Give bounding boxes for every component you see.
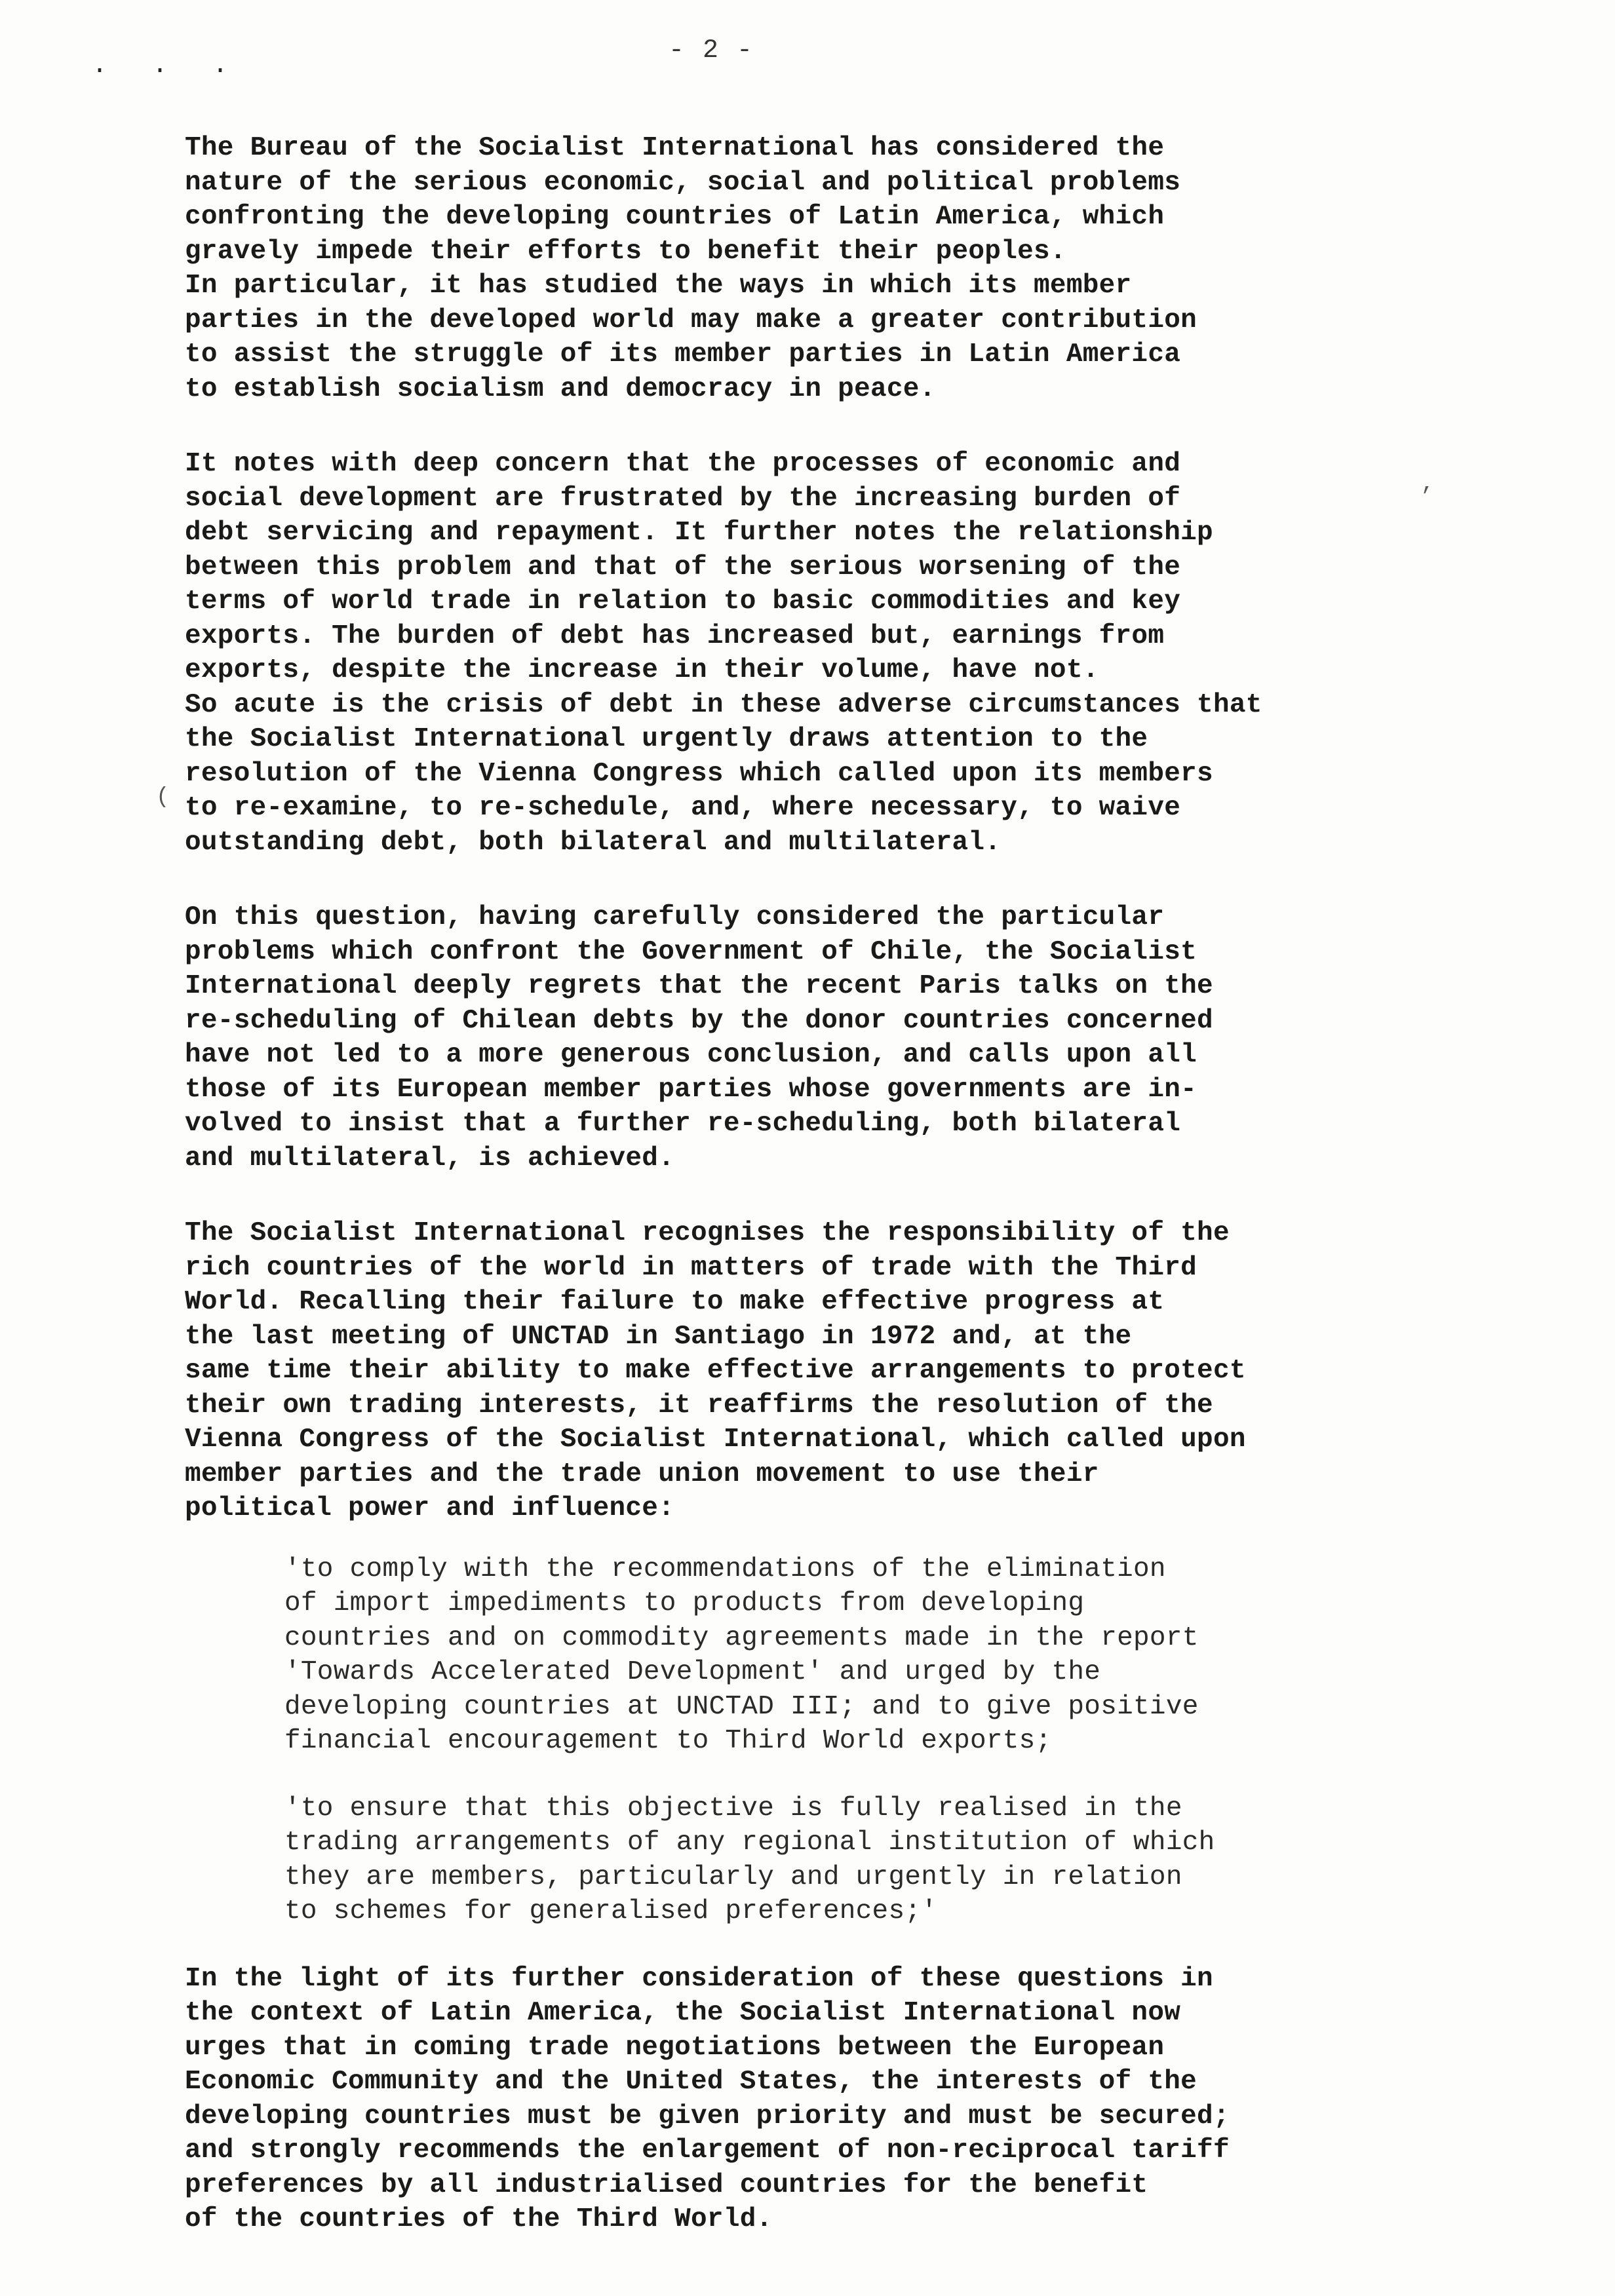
text-line: re-scheduling of Chilean debts by the donor countries concerned [185, 1005, 1213, 1036]
text-line: of the countries of the Third World. [185, 2204, 773, 2234]
text-line: volved to insist that a further re-scheduling, both bilateral [185, 1109, 1181, 1139]
text-line: exports, despite the increase in their volume, have not. [185, 655, 1099, 685]
text-line: World. Recalling their failure to make effective progress at [185, 1287, 1165, 1317]
document-body [185, 131, 1528, 2278]
text-line: Vienna Congress of the Socialist International, which called upon [185, 1425, 1246, 1455]
margin-mark-right: , [1421, 472, 1435, 497]
text-line: So acute is the crisis of debt in these adverse circumstances that [185, 689, 1262, 720]
paragraph-latin-america-trade [185, 1962, 1528, 2237]
text-line: debt servicing and repayment. It further notes the relationship [185, 518, 1213, 548]
text-line: to assist the struggle of its member parties in Latin America [185, 339, 1181, 370]
paragraph-trade-responsibility [185, 1216, 1528, 1526]
text-line: The Socialist International recognises the responsibility of the [185, 1218, 1230, 1248]
text-line: 'to ensure that this objective is fully realised in the [284, 1793, 1182, 1824]
quote-comply-recommendations [284, 1552, 1528, 1759]
text-line: to establish socialism and democracy in peace. [185, 373, 936, 404]
corner-marks: . . . [92, 51, 243, 81]
text-line: and strongly recommends the enlargement of non-reciprocal tariff [185, 2135, 1230, 2166]
text-line: outstanding debt, both bilateral and multilateral. [185, 827, 1002, 858]
text-line: trading arrangements of any regional institution of which [284, 1827, 1215, 1858]
paragraph-debt-concern [185, 447, 1528, 860]
quote-ensure-objective [284, 1791, 1528, 1929]
text-line: It notes with deep concern that the processes of economic and [185, 449, 1181, 479]
text-line: of import impediments to products from developing [284, 1588, 1085, 1618]
text-line: On this question, having carefully considered the particular [185, 902, 1165, 932]
text-line: 'to comply with the recommendations of the elimination [284, 1554, 1166, 1584]
text-line: financial encouragement to Third World exports; [284, 1726, 1052, 1756]
page-number: - 2 - [668, 36, 754, 66]
text-line: urges that in coming trade negotiations between the European [185, 2032, 1165, 2063]
text-line: The Bureau of the Socialist International has considered the [185, 133, 1165, 163]
text-line: between this problem and that of the serious worsening of the [185, 552, 1181, 583]
text-line: to re-examine, to re-schedule, and, where necessary, to waive [185, 793, 1181, 823]
text-line: have not led to a more generous conclusion, and calls upon all [185, 1040, 1197, 1070]
text-line: and multilateral, is achieved. [185, 1143, 675, 1174]
text-line: confronting the developing countries of Latin America, which [185, 202, 1165, 232]
text-line: International deeply regrets that the recent Paris talks on the [185, 971, 1213, 1001]
text-line: exports. The burden of debt has increased but, earnings from [185, 621, 1165, 651]
text-line: to schemes for generalised preferences;' [284, 1896, 938, 1926]
text-line: the last meeting of UNCTAD in Santiago in 1972 and, at the [185, 1321, 1132, 1352]
text-line: their own trading interests, it reaffirms the resolution of the [185, 1390, 1213, 1421]
text-line: the context of Latin America, the Socialist International now [185, 1998, 1181, 2028]
text-line: In particular, it has studied the ways in which its member [185, 271, 1132, 301]
paragraph-bureau-considerations [185, 131, 1528, 406]
text-line: In the light of its further consideration of these questions in [185, 1963, 1213, 1994]
text-line: gravely impede their efforts to benefit their peoples. [185, 236, 1066, 267]
text-line: developing countries at UNCTAD III; and to give positive [284, 1691, 1199, 1722]
text-line: they are members, particularly and urgently in relation [284, 1862, 1182, 1892]
text-line: same time their ability to make effective arrangements to protect [185, 1356, 1246, 1386]
text-line: nature of the serious economic, social and political problems [185, 167, 1181, 198]
text-line: preferences by all industrialised countries for the benefit [185, 2170, 1148, 2200]
text-line: political power and influence: [185, 1493, 675, 1523]
text-line: terms of world trade in relation to basic commodities and key [185, 586, 1181, 617]
text-line: 'Towards Accelerated Development' and urged by the [284, 1657, 1101, 1687]
text-line: developing countries must be given priority and must be secured; [185, 2101, 1230, 2132]
text-line: resolution of the Vienna Congress which called upon its members [185, 758, 1213, 789]
text-line: Economic Community and the United States, the interests of the [185, 2067, 1197, 2097]
text-line: countries and on commodity agreements made in the report [284, 1622, 1199, 1653]
text-line: rich countries of the world in matters of trade with the Third [185, 1252, 1197, 1283]
text-line: those of its European member parties whose governments are in- [185, 1074, 1197, 1105]
text-line: the Socialist International urgently draws attention to the [185, 724, 1148, 754]
paragraph-chile-debt [185, 900, 1528, 1176]
margin-mark-left: ( [156, 785, 170, 810]
text-line: member parties and the trade union movement to use their [185, 1459, 1099, 1489]
text-line: social development are frustrated by the increasing burden of [185, 483, 1181, 514]
text-line: problems which confront the Government of Chile, the Socialist [185, 936, 1197, 967]
text-line: parties in the developed world may make a greater contribution [185, 305, 1197, 335]
